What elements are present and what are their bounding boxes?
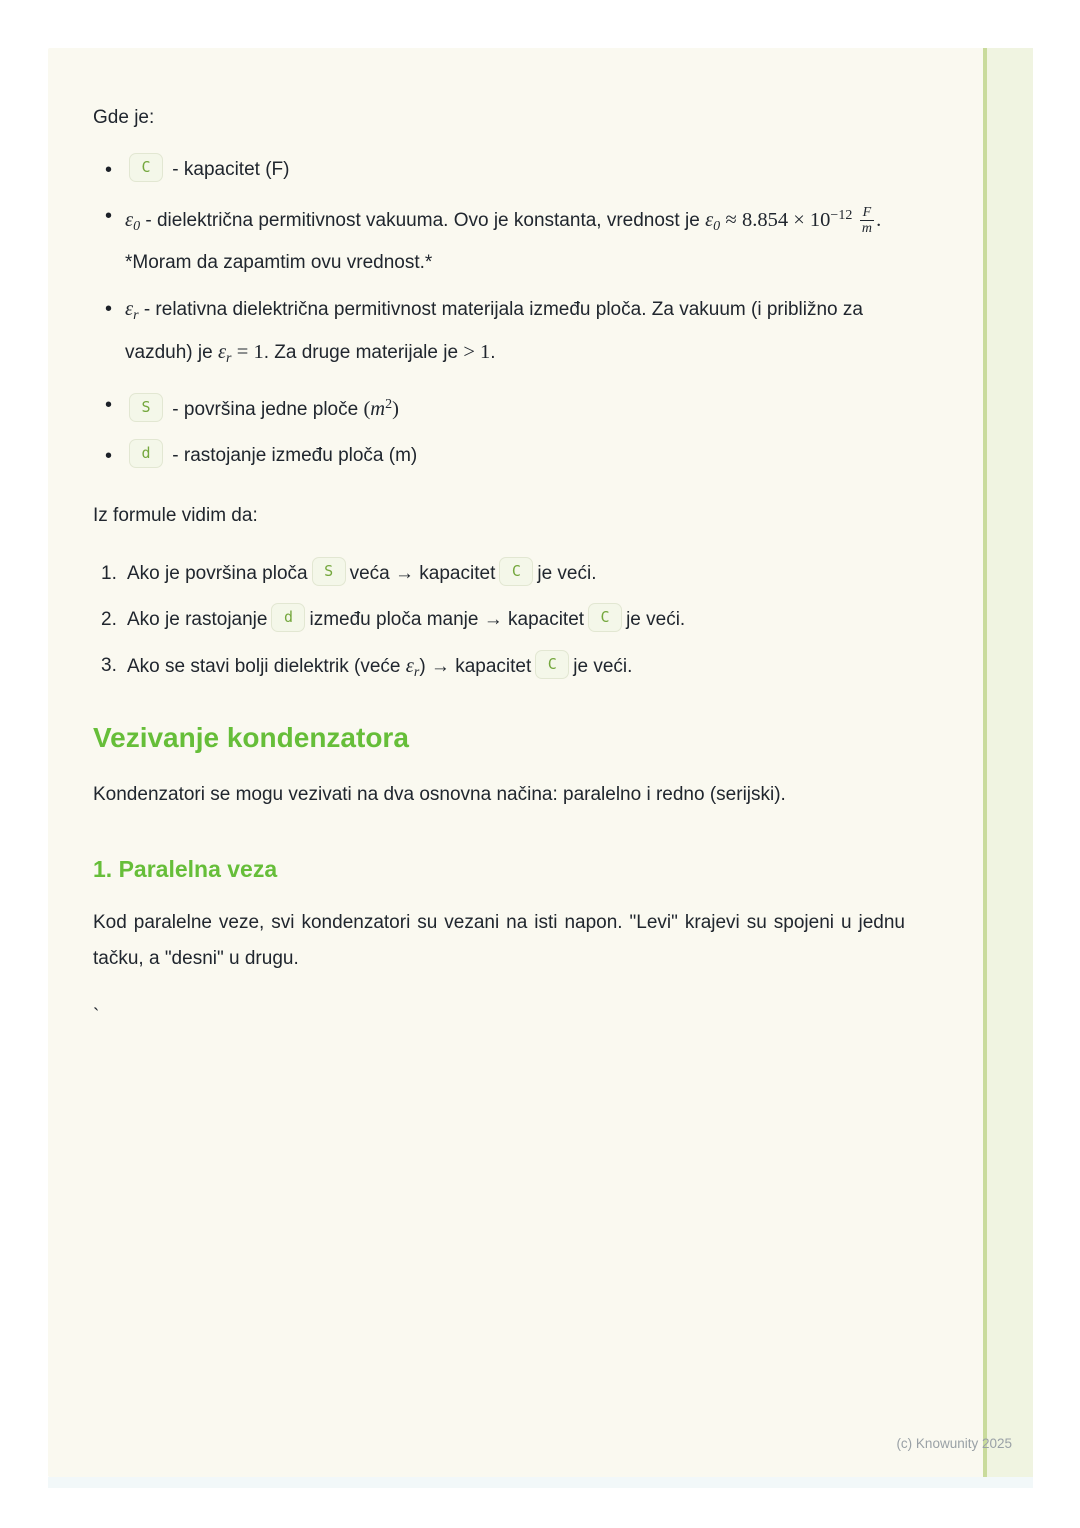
document-page-card (48, 48, 1033, 1477)
code-badge-C: C (535, 650, 569, 679)
intro-label: Gde je: (93, 107, 155, 128)
bullet-icon: • (105, 205, 113, 227)
definition-text: - dielektrična permitivnost vakuuma. Ovo je konstanta, vrednost je (145, 210, 700, 231)
list-item (93, 438, 905, 474)
list-item-text: Ako se stavi bolji dielektrik (veće εr) → kapacitet C je veći. (127, 648, 905, 691)
code-badge-d: d (271, 603, 305, 632)
definition-text: - relativna dielektrična permitivnost materijala između ploča. Za vakuum (i približno za vazduh) je (125, 299, 863, 363)
item-number: 3. (101, 655, 117, 676)
bullet-icon: • (105, 159, 113, 181)
subsection-heading-paralelna-veza: 1. Paralelna veza (93, 856, 278, 882)
definition-list (93, 152, 905, 474)
list-item-text (125, 198, 905, 281)
list-item (93, 602, 905, 638)
code-badge-d: d (129, 439, 163, 468)
period: . (876, 209, 882, 231)
stray-backtick: ` (93, 1006, 100, 1027)
list-item (93, 291, 905, 377)
list-item (93, 152, 905, 188)
definition-text: - površina jedne ploče (172, 399, 359, 420)
period: . (490, 342, 496, 363)
code-badge-S: S (312, 557, 346, 586)
constant-value: $8.854 \times 10^{-12}$ (741, 208, 853, 231)
greater-than-one: > 1 (463, 341, 491, 363)
epsilon0-symbol: ε0 (705, 209, 721, 234)
list-item-text: Ako je površina ploča S veća → kapacitet C je veći. (127, 556, 905, 592)
observations-list (93, 556, 905, 691)
code-badge-S: S (129, 393, 163, 422)
epsilon0-symbol: ε0 (125, 209, 141, 234)
definition-text: *Moram da zapamtim ovu vrednost.* (125, 252, 433, 273)
subsection-paragraph: Kod paralelne veze, svi kondenzatori su vezani na isti napon. "Levi" krajevi su spojeni u jednu tačku, a "desni" u drugu. (93, 912, 905, 969)
document-content (93, 100, 905, 1035)
list-item-text (125, 291, 905, 377)
equals-one: = 1 (236, 341, 264, 363)
bullet-icon: • (105, 394, 113, 416)
definition-text: . Za druge materijale je (263, 342, 459, 363)
list-item (93, 556, 905, 592)
approx-symbol: ≈ (725, 209, 737, 231)
square-meter-unit: $(m^2)$ (363, 397, 399, 420)
list-item (93, 648, 905, 691)
list-item (93, 387, 905, 428)
definition-text: - rastojanje između ploča (m) (172, 445, 418, 466)
bullet-icon: • (105, 445, 113, 467)
epsilon-r-symbol: εr (405, 655, 420, 680)
code-badge-C: C (499, 557, 533, 586)
list-item-text (125, 438, 905, 474)
code-badge-C: C (588, 603, 622, 632)
epsilon-r-symbol: εr (125, 298, 139, 323)
epsilon-r-symbol: εr (217, 341, 232, 366)
farad-per-meter-fraction: $\frac{F}{m}$ (860, 206, 875, 235)
bullet-icon: • (105, 298, 113, 320)
code-badge-C: C (129, 153, 163, 182)
next-page-edge (48, 1477, 1033, 1488)
list-item-text (125, 387, 905, 428)
definition-text: - kapacitet (F) (172, 159, 290, 180)
item-number: 2. (101, 609, 117, 630)
section-paragraph: Kondenzatori se mogu vezivati na dva osnovna načina: paralelno i redno (serijski). (93, 784, 786, 805)
section-heading-vezivanje-kondenzatora: Vezivanje kondenzatora (93, 722, 409, 753)
list-item-text: Ako je rastojanje d između ploča manje → kapacitet C je veći. (127, 602, 905, 638)
formula-observations-label: Iz formule vidim da: (93, 505, 258, 526)
list-item-text (125, 152, 905, 188)
list-item (93, 198, 905, 281)
page-side-strip (983, 48, 1033, 1477)
item-number: 1. (101, 563, 117, 584)
copyright-watermark: (c) Knowunity 2025 (896, 1436, 1012, 1451)
